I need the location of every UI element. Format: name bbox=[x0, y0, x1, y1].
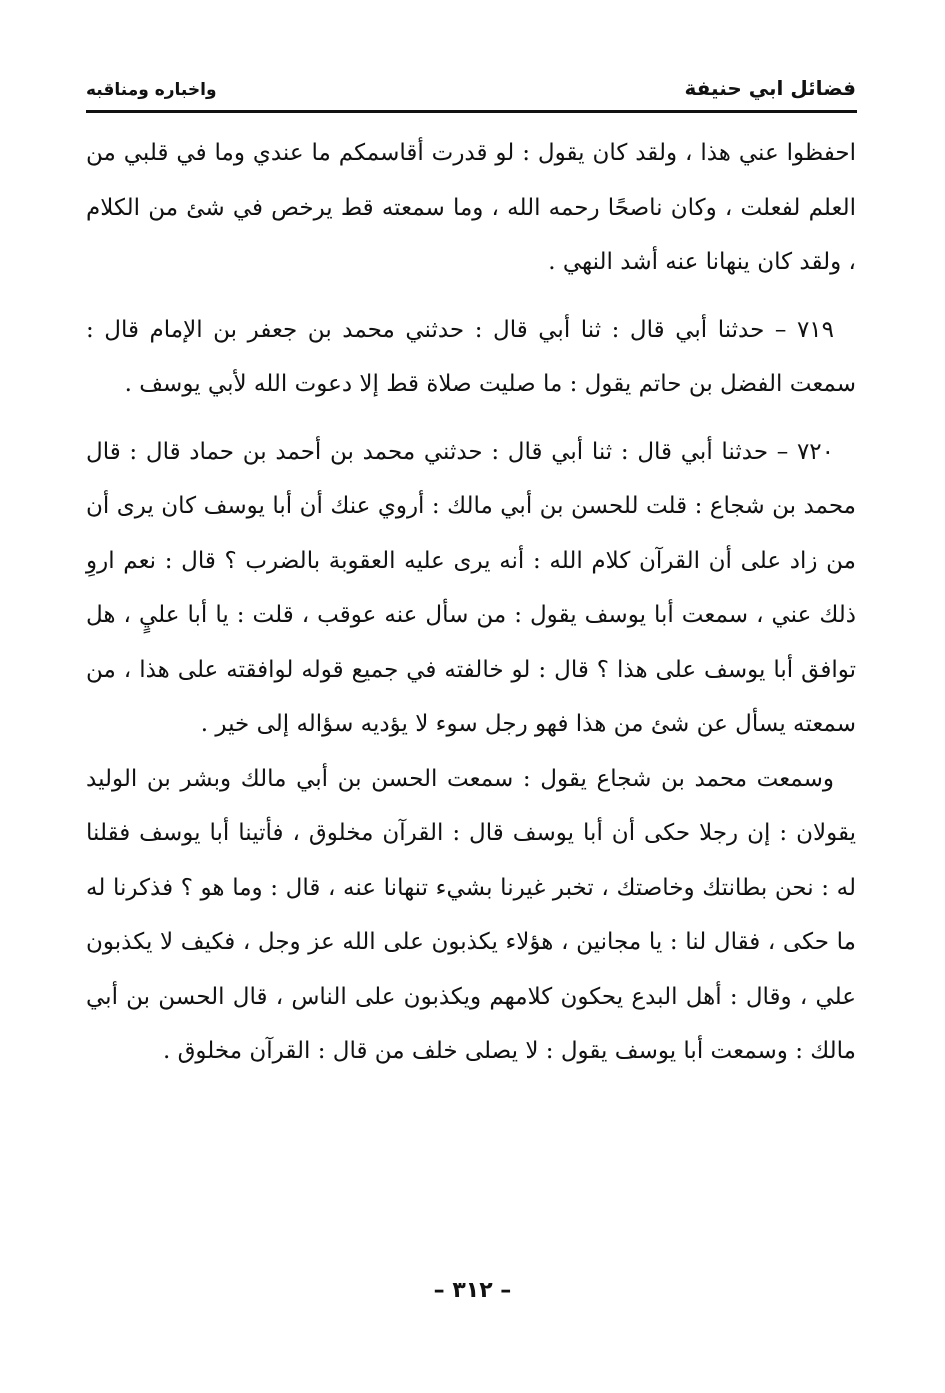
paragraph-4: وسمعت محمد بن شجاع يقول : سمعت الحسن بن أبي مالك وبشر بن الوليد يقولان : إن رجلا حكى أن أبا يوسف قال : القرآن مخلوق ، فأتينا أبا يوسف فقلنا له : نحن بطانتك وخاصتك ، تخبر غيرنا بشيء تنهانا عنه ، قال : وما هو ؟ فذكرنا له ما حكى ، فقال لنا : يا مجانين ، هؤلاء يكذبون على الله عز وجل ، فكيف لا يكذبون علي ، وقال : أهل البدع يحكون كلامهم ويكذبون على الناس ، قال الحسن بن أبي مالك : وسمعت أبا يوسف يقول : لا يصلى خلف من قال : القرآن مخلوق . bbox=[86, 765, 856, 1064]
paragraph-1: احفظوا عني هذا ، ولقد كان يقول : لو قدرت أقاسمكم ما عندي وما في قلبي من العلم لفعلت ، وكان ناصحًا رحمه الله ، وما سمعته قط يرخص في شئ من الكلام ، ولقد كان ينهانا عنه أشد النهي . bbox=[86, 140, 856, 275]
paragraph-720: ٧٢٠ – حدثنا أبي قال : ثنا أبي قال : حدثني محمد بن أحمد بن حماد قال : قال محمد بن شجاع : قلت للحسن بن أبي مالك : أروي عنك أن أبا يوسف كان يرى أن من زاد على أن القرآن كلام الله : أنه يرى عليه العقوبة بالضرب ؟ قال : نعم اروِ ذلك عني ، سمعت أبا يوسف يقول : من سأل عنه عوقب ، قلت : يا أبا عليٍ ، هل توافق أبا يوسف على هذا ؟ قال : لو خالفته في جميع قوله لوافقته على هذا ، من سمعته يسأل عن شئ من هذا فهو رجل سوء لا يؤديه سؤاله إلى خير . bbox=[86, 438, 856, 737]
running-header bbox=[86, 72, 856, 112]
paragraph-719: ٧١٩ – حدثنا أبي قال : ثنا أبي قال : حدثني محمد بن جعفر بن الإمام قال : سمعت الفضل بن حاتم يقول : ما صليت صلاة قط إلا دعوت الله لأبي يوسف . bbox=[86, 316, 856, 397]
page-number: – ٣١٢ – bbox=[433, 1278, 512, 1303]
main-text bbox=[86, 126, 856, 1079]
header-section-title: واخباره ومناقبه bbox=[86, 80, 217, 100]
header-divider bbox=[86, 110, 857, 113]
header-book-title: فضائل ابي حنيفة bbox=[684, 76, 856, 100]
